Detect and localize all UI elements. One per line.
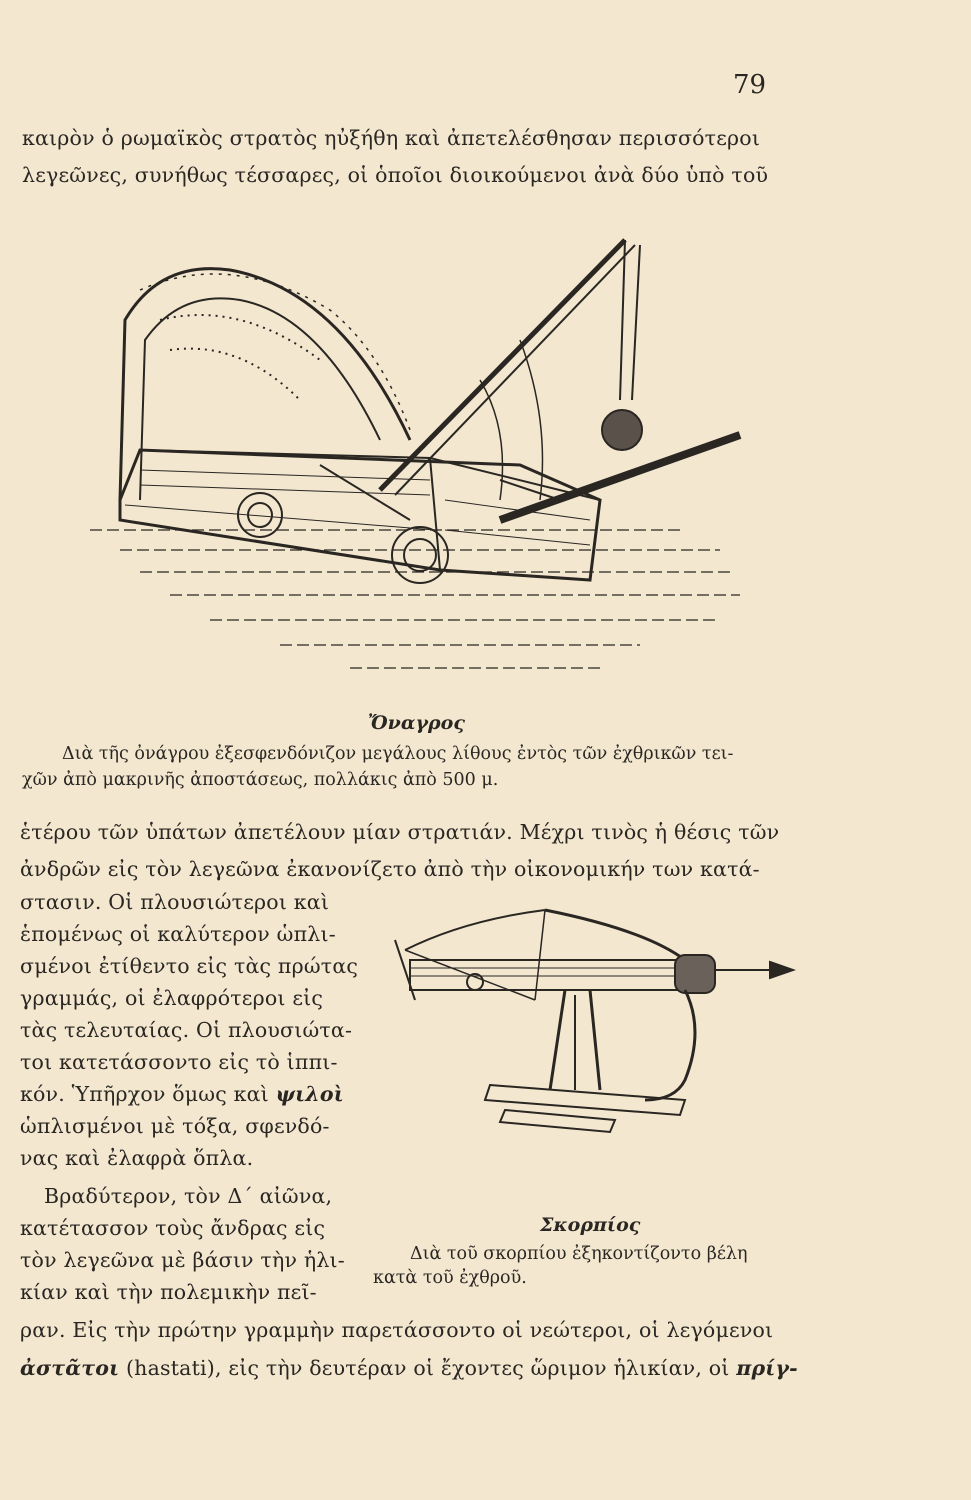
text-line: τὰς τελευταίας. Οἱ πλουσιώτα- bbox=[20, 1018, 353, 1042]
text-line: ἀστᾶτοι (hastati), εἰς τὴν δευτέραν οἱ ἔχοντες ὥριμον ἡλικίαν, οἱ πρίγ- bbox=[20, 1356, 798, 1380]
term-psiloi: ψιλοὶ bbox=[275, 1082, 344, 1106]
text-line: καιρὸν ὁ ρωμαϊκὸς στρατὸς ηὐξήθη καὶ ἀπετελέσθησαν περισσότεροι bbox=[22, 126, 761, 150]
figure-title: Ὄναγρος bbox=[368, 712, 465, 734]
text-line: ἑπομένως οἱ καλύτερον ὡπλι- bbox=[20, 922, 336, 946]
text-line: ἀνδρῶν εἰς τὸν λεγεῶνα ἐκανονίζετο ἀπὸ τὴν οἰκονομικήν των κατά- bbox=[20, 857, 760, 881]
term-hastati-latin: (hastati), bbox=[125, 1356, 222, 1380]
text-line: τοι κατετάσσοντο εἰς τὸ ἱππι- bbox=[20, 1050, 338, 1074]
figure-caption: Διὰ τῆς ὀνάγρου ἐξεσφενδόνιζον μεγάλους λίθους ἐντὸς τῶν ἐχθρικῶν τει- bbox=[62, 744, 734, 764]
term-principes: πρίγ- bbox=[736, 1356, 798, 1380]
text-line: κόν. Ὑπῆρχον ὅμως καὶ ψιλοὶ bbox=[20, 1082, 344, 1106]
figure-caption: κατὰ τοῦ ἐχθροῦ. bbox=[373, 1268, 527, 1288]
text-line: νας καὶ ἐλαφρὰ ὅπλα. bbox=[20, 1146, 254, 1170]
text-line: λεγεῶνες, συνήθως τέσσαρες, οἱ ὁποῖοι διοικούμενοι ἀνὰ δύο ὑπὸ τοῦ bbox=[22, 163, 769, 187]
scorpion-illustration bbox=[385, 900, 805, 1200]
figure-caption: Διὰ τοῦ σκορπίου ἐξηκοντίζοντο βέλη bbox=[410, 1244, 748, 1264]
text-line: ὡπλισμένοι μὲ τόξα, σφενδό- bbox=[20, 1114, 330, 1138]
text-line: τὸν λεγεῶνα μὲ βάσιν τὴν ἡλι- bbox=[20, 1248, 345, 1272]
term-hastati-greek: ἀστᾶτοι bbox=[20, 1356, 120, 1380]
text-line: ἑτέρου τῶν ὑπάτων ἀπετέλουν μίαν στρατιάν. Μέχρι τινὸς ἡ θέσις τῶν bbox=[20, 820, 780, 844]
text-line: στασιν. Οἱ πλουσιώτεροι καὶ bbox=[20, 890, 330, 914]
page-number: 79 bbox=[733, 70, 767, 100]
text-line: σμένοι ἐτίθεντο εἰς τὰς πρώτας bbox=[20, 954, 359, 978]
figure-caption: χῶν ἀπὸ μακρινῆς ἀποστάσεως, πολλάκις ἀπὸ 500 μ. bbox=[22, 770, 499, 790]
figure-title: Σκορπίος bbox=[540, 1214, 641, 1236]
text-line: ραν. Εἰς τὴν πρώτην γραμμὴν παρετάσσοντο οἱ νεώτεροι, οἱ λεγόμενοι bbox=[20, 1318, 774, 1342]
text-line: κατέτασσον τοὺς ἄνδρας εἰς bbox=[20, 1216, 326, 1240]
text-line: κίαν καὶ τὴν πολεμικὴν πεῖ- bbox=[20, 1280, 317, 1304]
text-line: γραμμάς, οἱ ἐλαφρότεροι εἰς bbox=[20, 986, 324, 1010]
onager-illustration bbox=[80, 200, 800, 690]
text-line: Βραδύτερον, τὸν Δ΄ αἰῶνα, bbox=[44, 1184, 333, 1208]
